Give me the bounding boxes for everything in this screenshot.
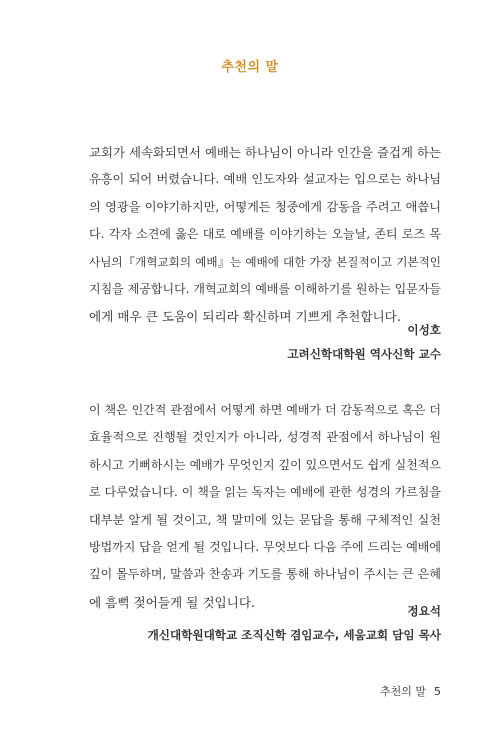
text-line: 에게 매우 큰 도움이 되리라 확신하며 기쁘게 추천합니다. (89, 309, 401, 325)
text-line: 깊이 몰두하며, 말씀과 찬송과 기도를 통해 하나님이 주시는 큰 은혜 (89, 567, 441, 582)
text-line: 방법까지 답을 얻게 될 것입니다. 무엇보다 다음 주에 드리는 예배에 (89, 539, 441, 554)
page-title: 추천의 말 (221, 60, 279, 75)
text-line: 대부분 알게 될 것이고, 책 말미에 있는 문답을 통해 구체적인 실천 (89, 512, 441, 527)
recommendation-1 (89, 139, 441, 331)
text-line: 사님의『개혁교회의 예배』는 예배에 대한 가장 본질적이고 기본적인 (89, 254, 441, 269)
text-line: 유흥이 되어 버렸습니다. 예배 인도자와 설교자는 입으로는 하나님 (89, 172, 441, 187)
text-line: 지침을 제공합니다. 개혁교회의 예배를 이해하기를 원하는 입문자들 (89, 281, 441, 296)
text-line: 의 영광을 이야기하지만, 어떻게든 청중에게 감동을 주려고 애씁니 (89, 199, 441, 214)
text-line: 효율적으로 진행될 것인지가 아니라, 성경적 관점에서 하나님이 원 (89, 430, 441, 445)
recommendation-2 (89, 397, 441, 616)
text-line: 이 책은 인간적 관점에서 어떻게 하면 예배가 더 감동적으로 혹은 더 (89, 403, 441, 417)
running-header: 추천의 말 (379, 685, 426, 698)
recommender-affiliation: 고려신학대학원 역사신학 교수 (287, 347, 441, 361)
page-number: 5 (434, 685, 441, 698)
text-line: 교회가 세속화되면서 예배는 하나님이 아니라 인간을 즐겁게 하는 (89, 145, 441, 160)
text-line: 에 흠뻑 젖어들게 될 것입니다. (89, 594, 256, 610)
text-line: 하시고 기뻐하시는 예배가 무엇인지 깊이 있으면서도 쉽게 실천적으 (89, 457, 441, 472)
recommender-name: 정요석 (407, 604, 441, 618)
text-line: 로 다루었습니다. 이 책을 읽는 독자는 예배에 관한 성경의 가르침을 (89, 485, 441, 500)
recommender-name: 이성호 (407, 323, 441, 337)
text-line: 다. 각자 소견에 옳은 대로 예배를 이야기하는 오늘날, 존티 로즈 목 (89, 227, 441, 242)
recommender-affiliation: 개신대학원대학교 조직신학 겸임교수, 세움교회 담임 목사 (147, 628, 441, 642)
page-footer (380, 683, 441, 699)
